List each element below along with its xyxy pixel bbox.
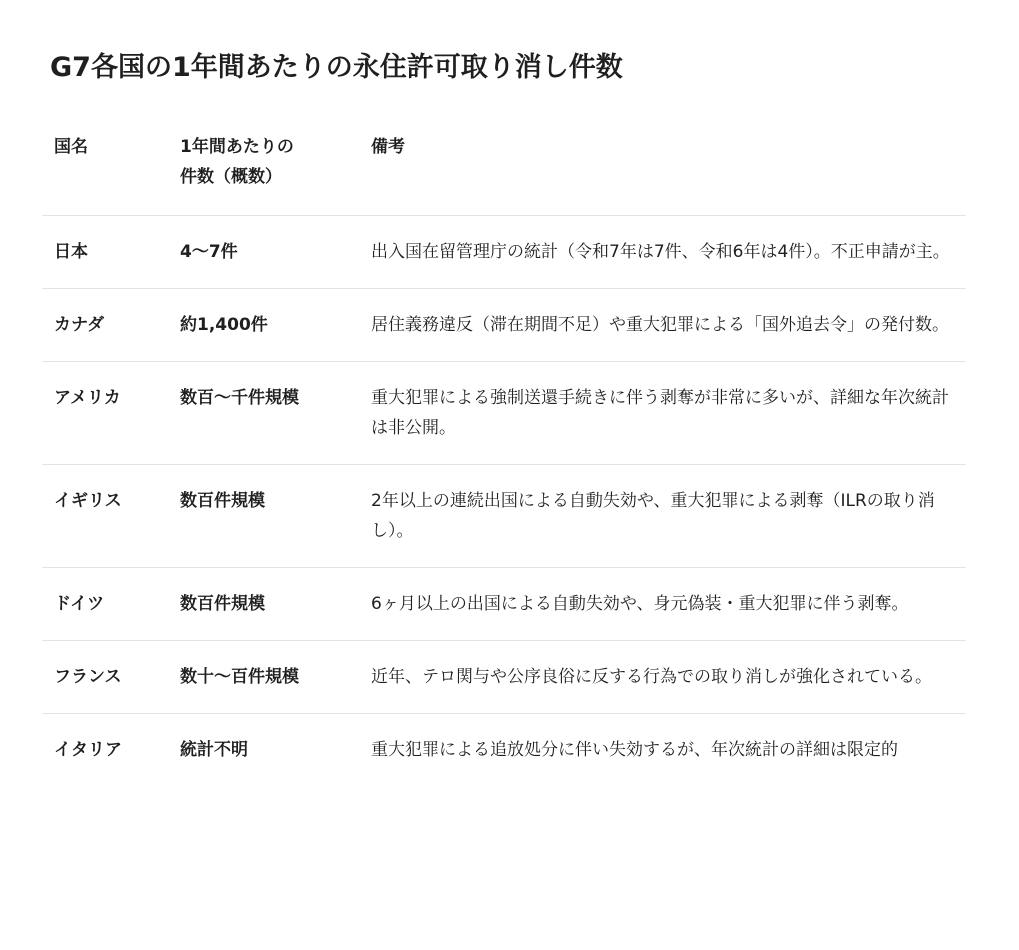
count-cell: 数百〜千件規模 xyxy=(168,362,359,465)
country-cell: イギリス xyxy=(42,465,168,568)
note-cell: 近年、テロ関与や公序良俗に反する行為での取り消しが強化されている。 xyxy=(359,641,966,714)
count-cell: 数百件規模 xyxy=(168,568,359,641)
count-cell: 約1,400件 xyxy=(168,289,359,362)
country-cell: 日本 xyxy=(42,216,168,289)
note-cell: 重大犯罪による強制送還手続きに伴う剥奪が非常に多いが、詳細な年次統計は非公開。 xyxy=(359,362,966,465)
table-row xyxy=(42,714,966,787)
table-row xyxy=(42,216,966,289)
header-row xyxy=(42,120,966,216)
header-count xyxy=(168,120,359,216)
note-cell: 出入国在留管理庁の統計（令和7年は7件、令和6年は4件）。不正申請が主。 xyxy=(359,216,966,289)
country-cell: ドイツ xyxy=(42,568,168,641)
country-cell: カナダ xyxy=(42,289,168,362)
count-cell: 4〜7件 xyxy=(168,216,359,289)
page-title: G7各国の1年間あたりの永住許可取り消し件数 xyxy=(50,52,623,83)
revocation-table xyxy=(42,120,966,786)
table-row xyxy=(42,362,966,465)
country-cell: イタリア xyxy=(54,740,122,760)
table-body xyxy=(42,216,966,787)
header-count-line2: 件数（概数） xyxy=(180,167,282,187)
note-cell: 6ヶ月以上の出国による自動失効や、身元偽装・重大犯罪に伴う剥奪。 xyxy=(359,568,966,641)
header-note: 備考 xyxy=(359,120,966,216)
table-row xyxy=(42,568,966,641)
count-cell: 数十〜百件規模 xyxy=(168,641,359,714)
table-row xyxy=(42,641,966,714)
table-row xyxy=(42,289,966,362)
note-cell: 居住義務違反（滞在期間不足）や重大犯罪による「国外追去令」の発付数。 xyxy=(359,289,966,362)
note-cell: 2年以上の連続出国による自動失効や、重大犯罪による剥奪（ILRの取り消し）。 xyxy=(359,465,966,568)
table-row xyxy=(42,465,966,568)
header-country: 国名 xyxy=(42,120,168,216)
table-header xyxy=(42,120,966,216)
country-cell: フランス xyxy=(42,641,168,714)
note-cell: 重大犯罪による追放処分に伴い失効するが、年次統計の詳細は限定的 xyxy=(371,740,898,760)
count-cell: 統計不明 xyxy=(180,740,248,760)
header-count-line1: 1年間あたりの xyxy=(180,137,294,157)
count-cell: 数百件規模 xyxy=(168,465,359,568)
country-cell: アメリカ xyxy=(42,362,168,465)
